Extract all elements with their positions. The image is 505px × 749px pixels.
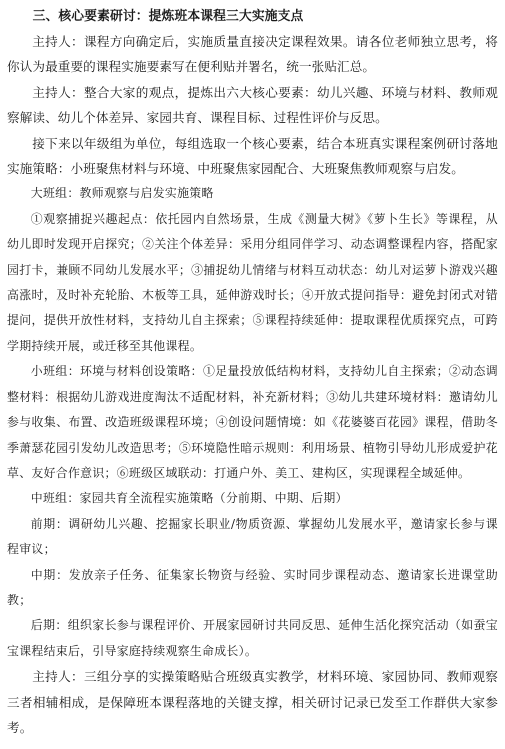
senior-group-title: 大班组：教师观察与启发实施策略 [30,186,214,201]
middle-group-title: 中班组：家园共育全流程实施策略（分前期、中期、后期） [30,491,348,506]
senior-group-strategies: ①观察捕捉兴趣起点：依托园内自然场景，生成《测量大树》《萝卜生长》等课程，从幼儿即时发现开启探究；②关注个体差异：采用分组同伴学习、动态调整课程内容，搭配家园打卡，兼顾不同幼儿发展水平；③捕捉幼儿情绪与材料互动状态：幼儿对运萝卜游戏兴趣高涨时，及时补充轮胎、木板等工具，延伸游戏时长；④开放式提问指导：避免封闭式对错提问，提供开放性材料，支持幼儿自主探索；⑤课程持续延伸：提取课程优质探究点，可跨学期持续开展，或迁移至其他课程。 [7,211,498,353]
middle-group-early-stage: 前期：调研幼儿兴趣、挖掘家长职业/物质资源、掌握幼儿发展水平，邀请家长参与课程审议； [7,516,498,557]
junior-group-strategies: 小班组：环境与材料创设策略：①足量投放低结构材料，支持幼儿自主探索；②动态调整材料：根据幼儿游戏进度淘汰不适配材料，补充新材料；③幼儿共建环境材料：邀请幼儿参与收集、布置、改造班级课程环境；④创设问题情境：如《花婆婆百花园》课程，借助冬季萧瑟花园引发幼儿改造思考；⑤环境隐性暗示规则：利用场景、植物引导幼儿形成爱护花草、友好合作意识；⑥班级区域联动：打通户外、美工、建构区，实现课程全域延伸。 [7,364,498,480]
paragraph-group-task: 接下来以年级组为单位，每组选取一个核心要素，结合本班真实课程案例研讨落地实施策略：小班聚焦材料与环境、中班聚焦家园配合、大班聚焦教师观察与启发。 [7,135,498,177]
middle-group-late-stage: 后期：组织家长参与课程评价、开展家园研讨共同反思、延伸生活化探究活动（如蚕宝宝课程结束后，引导家庭持续观察生命成长）。 [7,618,498,658]
paragraph-host-intro: 主持人：课程方向确定后，实施质量直接决定课程效果。请各位老师独立思考，将你认为最重要的课程实施要素写在便利贴并署名，统一张贴汇总。 [7,34,498,75]
paragraph-host-conclusion: 主持人：三组分享的实操策略贴合班级真实教学，材料环境、家园协同、教师观察三者相辅相成，是保障班本课程落地的关键支撑，相关研讨记录已发至工作群供大家参考。 [7,669,498,735]
paragraph-host-summary: 主持人：整合大家的观点，提炼出六大核心要素：幼儿兴趣、环境与材料、教师观察解读、幼儿个体差异、家园共育、课程目标、过程性评价与反思。 [7,84,498,126]
middle-group-mid-stage: 中期：发放亲子任务、征集家长物资与经验、实时同步课程动态、邀请家长进课堂助教； [7,567,498,607]
section-title: 三、核心要素研讨：提炼班本课程三大实施支点 [32,9,304,24]
